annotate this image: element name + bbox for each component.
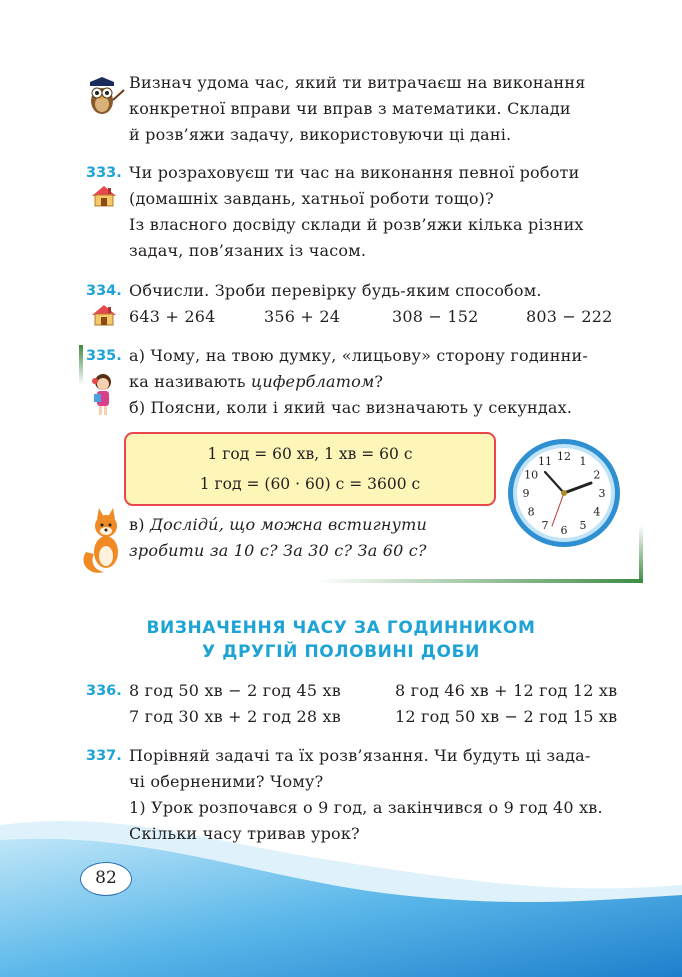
section-frame-left xyxy=(79,345,83,385)
exercise-334-expr-4: 803 − 222 xyxy=(526,307,613,326)
formula-line-1: 1 год = 60 хв, 1 хв = 60 с xyxy=(207,445,413,463)
exercise-335-b-line: б) Поясни, коли і який час визначають у секундах. xyxy=(129,398,573,417)
clock-numeral: 8 xyxy=(527,505,535,519)
formula-box xyxy=(124,432,496,506)
exercise-336-row-1-left: 8 год 50 хв − 2 год 45 хв xyxy=(129,681,341,700)
exercise-335-c-line-1 xyxy=(129,515,427,535)
section-heading-line-1: ВИЗНАЧЕННЯ ЧАСУ ЗА ГОДИННИКОМ xyxy=(146,618,536,638)
exercise-335-c-text-1: Досліди́, що можна встигнути xyxy=(149,515,427,534)
intro-line-3: й розв’яжи задачу, використовуючи ці дані. xyxy=(129,125,512,144)
exercise-335-a-line-2-italic: циферблатом xyxy=(250,372,375,391)
exercise-334-text: Обчисли. Зроби перевірку будь-яким способом. xyxy=(129,281,542,300)
clock-numeral: 7 xyxy=(541,519,549,533)
exercise-333-line-2: (домашніх завдань, хатньої роботи тощо)? xyxy=(129,189,494,208)
exercise-333-line-1: Чи розраховуєш ти час на виконання певної роботи xyxy=(129,163,580,182)
exercise-333-number: 333. xyxy=(86,165,122,181)
exercise-334-expr-1: 643 + 264 xyxy=(129,307,216,326)
exercise-335-c-line-2: зробити за 10 с? За 30 с? За 60 с? xyxy=(129,541,427,560)
exercise-335-a-line-1: а) Чому, на твою думку, «лицьову» сторону годинни- xyxy=(129,346,588,365)
clock-numeral: 11 xyxy=(538,454,552,468)
intro-line-2: конкретної вправи чи вправ з математики. Склади xyxy=(129,99,571,118)
exercise-335-number: 335. xyxy=(86,348,122,364)
wall-clock-icon xyxy=(505,436,623,554)
exercise-334-expr-3: 308 − 152 xyxy=(392,307,479,326)
section-heading-line-2: У ДРУГІЙ ПОЛОВИНІ ДОБИ xyxy=(202,642,480,662)
exercise-334-number: 334. xyxy=(86,283,122,299)
clock-numeral: 2 xyxy=(593,468,601,482)
exercise-335-a-line-2-pre: ка називають xyxy=(129,372,251,391)
exercise-334-expr-2: 356 + 24 xyxy=(264,307,341,326)
exercise-335-c-prefix: в) xyxy=(129,515,150,534)
house-icon xyxy=(91,304,117,330)
section-frame-bottom xyxy=(315,579,643,583)
exercise-337-line-2: чі оберненими? Чому? xyxy=(129,772,324,791)
page-number: 82 xyxy=(80,862,132,896)
clock-numeral: 1 xyxy=(579,454,587,468)
exercise-337-line-3: 1) Урок розпочався о 9 год, а закінчився о 9 год 40 хв. xyxy=(129,798,603,817)
exercise-336-row-2-left: 7 год 30 хв + 2 год 28 хв xyxy=(129,707,341,726)
exercise-337-number: 337. xyxy=(86,748,122,764)
exercise-335-a-line-2 xyxy=(129,372,383,392)
owl-teacher-icon xyxy=(84,76,126,120)
exercise-333-line-4: задач, пов’язаних із часом. xyxy=(129,241,367,260)
clock-numeral: 12 xyxy=(557,450,571,463)
clock-numeral: 10 xyxy=(524,468,539,482)
house-icon xyxy=(91,185,117,211)
formula-line-2: 1 год = (60 · 60) с = 3600 с xyxy=(199,475,421,493)
section-frame-right xyxy=(639,525,643,583)
exercise-336-row-2-right: 12 год 50 хв − 2 год 15 хв xyxy=(395,707,618,726)
intro-line-1: Визнач удома час, який ти витрачаєш на виконання xyxy=(129,73,586,92)
clock-numeral: 9 xyxy=(522,487,530,500)
girl-icon xyxy=(90,372,116,422)
clock-numeral: 3 xyxy=(598,487,606,500)
clock-numeral: 4 xyxy=(593,505,601,519)
clock-numeral: 6 xyxy=(560,524,568,537)
exercise-336-row-1-right: 8 год 46 хв + 12 год 12 хв xyxy=(395,681,618,700)
exercise-336-number: 336. xyxy=(86,683,122,699)
exercise-337-line-1: Порівняй задачі та їх розв’язання. Чи будуть ці зада- xyxy=(129,746,591,765)
exercise-337-line-4: Скільки часу тривав урок? xyxy=(129,824,360,843)
exercise-333-line-3: Із власного досвіду склади й розв’яжи кілька різних xyxy=(129,215,584,234)
fox-icon xyxy=(80,506,126,580)
clock-numeral: 5 xyxy=(579,519,587,533)
exercise-335-a-line-2-post: ? xyxy=(374,372,384,391)
